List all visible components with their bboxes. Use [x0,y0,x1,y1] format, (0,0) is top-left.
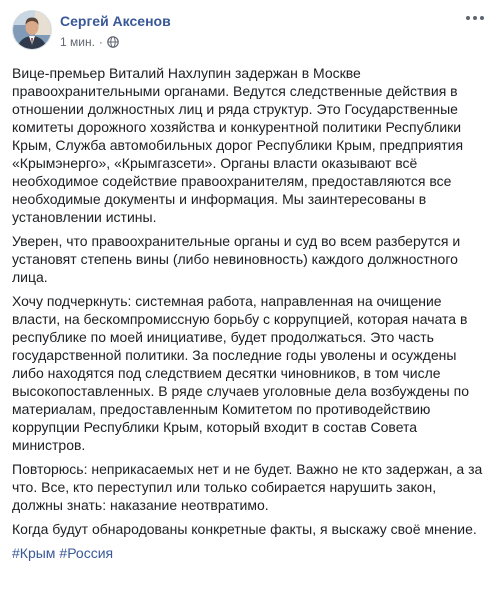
hashtag-row [12,544,486,562]
post-meta [60,10,171,50]
author-avatar[interactable] [12,10,52,50]
hashtag-link-crimea[interactable]: #Крым [12,545,56,561]
author-name-link[interactable]: Сергей Аксенов [60,13,171,29]
post-paragraph-5: Когда будут обнародованы конкретные факты, я выскажу своё мнение. [12,521,477,537]
more-options-icon[interactable] [464,12,486,24]
post-paragraph-4: Повторюсь: неприкасаемых нет и не будет. Важно не кто задержан, а за что. Все, кто переступил или только собирается нарушить закон, должны знать: наказание неотвратимо. [12,461,483,513]
globe-icon[interactable] [107,36,119,48]
post-timestamp[interactable]: 1 мин. [60,35,95,49]
post-body [12,64,486,538]
post-paragraph-2: Уверен, что правоохранительные органы и суд во всем разберутся и установят степень вины (либо невиновность) каждого должностного лица. [12,233,461,285]
post-paragraph-1: Вице-премьер Виталий Нахлупин задержан в Москве правоохранительными органами. Ведутся следственные действия в отношении должностных лиц и ряда структур. Это Государственные комитеты дорожного хозяйства и конкурентной политики Республики Крым, Служба автомобильных дорог Республики Крым, предприятия «Крымэнерго», «Крымгазсети». Органы власти оказывают всё необходимое содействие правоохранителям, предоставляются все необходимые документы и информация. Мы заинтересованы в установлении истины. [12,65,464,225]
post-subline [60,34,171,50]
post-paragraph-3: Хочу подчеркнуть: системная работа, направленная на очищение власти, на бескомпромиссную борьбу с коррупцией, которая начата в республике по моей инициативе, будет продолжаться. Это часть государственной политики. За последние годы уволены и осуждены либо находятся под следствием десятки чиновников, в том числе высокопоставленных. В ряде случаев уголовные дела возбуждены по материалам, предоставленным Комитетом по противодействию коррупции Республики Крым, который входит в состав Совета министров. [12,293,469,453]
hashtag-link-russia[interactable]: #Россия [59,545,114,561]
post-header [12,10,486,54]
avatar-photo-icon [13,11,51,49]
meta-separator: · [98,35,103,49]
